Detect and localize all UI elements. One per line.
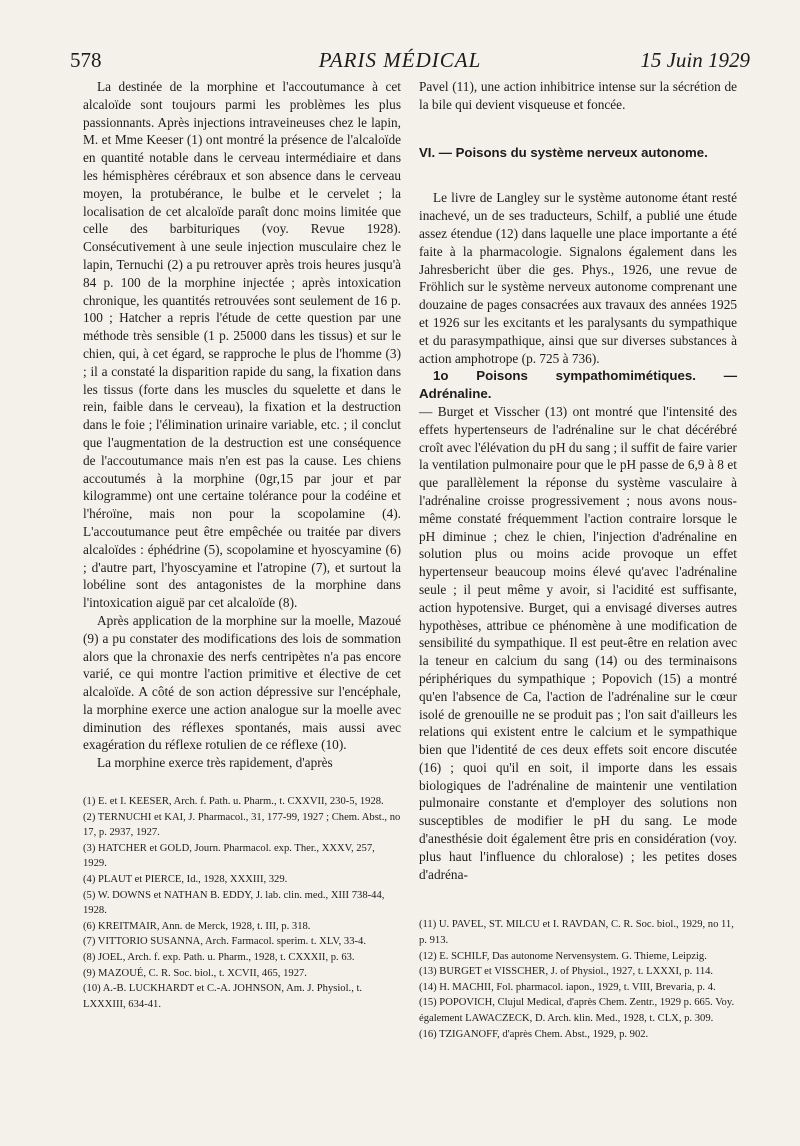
footnote: (11) U. PAVEL, ST. MILCU et I. RAVDAN, C. R. Soc. biol., 1929, no 11, p. 913. [419, 919, 734, 947]
footnotes [419, 917, 737, 1042]
left-column [83, 78, 401, 1012]
body-paragraph: Après application de la morphine sur la moelle, Mazoué (9) a pu constater des modifications des lois de sommation alors que la chronaxie des nerfs centripètes n'a pas encore varié, ce qui montre l'action primitive et élective de cet alcaloïde. A côté de son action dépressive sur l'encéphale, la morphine exerce une action analogue sur la moelle avec diminution des réflexes spontanés, mais aussi avec exagération du réflexe rotulien de ce réflexe (10). [83, 612, 401, 753]
footnote: (1) E. et I. KEESER, Arch. f. Path. u. Pharm., t. CXXVII, 230-5, 1928. [83, 796, 384, 808]
footnote: (14) H. MACHII, Fol. pharmacol. iapon., 1929, t. VIII, Brevaria, p. 4. [419, 981, 716, 993]
footnote: (8) JOEL, Arch. f. exp. Path. u. Pharm., 1928, t. CXXXII, p. 63. [83, 952, 355, 964]
subsection-paragraph [419, 367, 737, 403]
journal-title: PARIS MÉDICAL [318, 48, 482, 72]
footnote: (7) VITTORIO SUSANNA, Arch. Farmacol. sperim. t. XLV, 33-4. [83, 936, 366, 948]
footnote: (15) POPOVICH, Clujul Medical, d'après Chem. Zentr., 1929 p. 665. Voy. également LAWACZECK, D. Arch. klin. Med., 1928, t. CLX, p. 309. [419, 997, 735, 1025]
footnote: (3) HATCHER et GOLD, Journ. Pharmacol. exp. Ther., XXXV, 257, 1929. [83, 842, 375, 870]
footnote: (2) TERNUCHI et KAI, J. Pharmacol., 31, 177-99, 1927 ; Chem. Abst., no 17, p. 2937, 1927. [83, 811, 401, 839]
footnote: (5) W. DOWNS et NATHAN B. EDDY, J. lab. clin. med., XIII 738-44, 1928. [83, 889, 385, 917]
body-paragraph: La destinée de la morphine et l'accoutumance à cet alcaloïde sont toujours parmi les problèmes les plus passionnants. Après injections intraveineuses chez le lapin, M. et Mme Keeser (1) ont montré la présence de l'alcaloïde en quantité notable dans le cerveau intermédiaire et dans les hémisphères cérébraux et son absence dans le cerveau moyen, la protubérance, le bulbe et le cervelet ; la localisation de cet alcaloïde paraît donc moins limitée que celle des barbituriques (voy. Revue 1928). Consécutivement à une seule injection musculaire chez le lapin, Ternuchi (2) a pu retrouver après trois heures jusqu'à 84 p. 100 de la morphine injectée ; après intoxication chronique, les quantités retrouvées sont seulement de 16 p. 100 ; Hatcher a repris l'étude de cette question par une méthode très sensible (1 p. 25000 dans les tissus) et sur le chien, qui, à cet égard, se rapproche le plus de l'homme (3) ; il a constaté la disparition rapide du sang, la fixation dans les tissus (forte dans les muscles du squelette et dans le rein, faible dans le cerveau), la fixation et la destruction dans le foie ; l'élimination urinaire variable, etc. ; il conclut que l'augmentation de la destruction est une conséquence de l'accoutumance mais n'en est pas la cause. Les chiens accoutumés à la morphine (0gr,15 par jour et par kilogramme) ont une certaine tolérance pour la codéine et l'héroïne, mais non pour la scopolamine (4). L'accoutumance peut être empêchée ou traitée par divers alcaloïdes : éphédrine (5), scopolamine et hyoscyamine (6) ; d'autre part, l'hyoscyamine et l'atropine (7), et surtout la lobéline sont des antagonistes de la morphine dans l'intoxication aiguë par cet alcaloïde (8). [83, 79, 401, 611]
footnote: (12) E. SCHILF, Das autonome Nervensystem. G. Thieme, Leipzig. [419, 950, 707, 962]
footnote: (6) KREITMAIR, Ann. de Merck, 1928, t. III, p. 318. [83, 920, 311, 932]
footnote: (4) PLAUT et PIERCE, Id., 1928, XXXIII, 329. [83, 874, 288, 886]
body-paragraph: — Burget et Visscher (13) ont montré que l'intensité des effets hypertenseurs de l'adrénaline sur le chat décérébré croît avec l'élévation du pH du sang ; il suffit de faire varier la ventilation pulmonaire pour que le pH passe de 6,9 à 8 et que parallèlement la réponse du système vasculaire à l'adrénaline croisse progressivement ; nous avons nous-même constaté fréquemment l'action contraire lorsque le pH diminue ; chez le chien, l'injection d'adrénaline en solution plus ou moins acide provoque un effet hypertenseur beaucoup moins élevé qu'avec l'adrénaline seule ; il peut même y avoir, si l'acidité est suffisante, action hypotensive. Burget, qui a envisagé diverses autres hypothèses, attribue ce phénomène à une modification de sensibilité du sympathique. Il est peut-être en relation avec la teneur en calcium du sang (14) ou des terminaisons périphériques du sympathique ; Popovich (15) a montré qu'en l'absence de Ca, l'action de l'adrénaline sur le cœur isolé de grenouille ne se produit pas ; l'on sait d'ailleurs les relations qui existent entre le calcium et le sympathique bien que l'identité de ces deux effets soit encore discutée (16) ; quoi qu'il en soit, il importe dans les essais biologiques de l'adrénaline de maintenir une ventilation pulmonaire constante et d'employer des solutions non susceptibles de modifier le pH du sang. Le mode d'anesthésie doit également être pris en considération (voy. plus haut l'influence du chloralose) ; les petites doses d'adréna- [419, 403, 737, 882]
body-paragraph: Le livre de Langley sur le système autonome étant resté inachevé, un de ses traducteurs, Schilf, a publié une étude assez étendue (12) dans laquelle une place importante a été faite à la pharmacologie. Signalons également dans les Jahresbericht über die ges. Phys., 1926, une revue de Fröhlich sur le système nerveux autonome comprenant une douzaine de pages consacrées aux travaux des années 1925 et 1926 sur les excitants et les paralysants du sympathique et du parasympathique, ainsi que sur diverses substances à action amphotrope (p. 725 à 736). [419, 190, 737, 366]
section-heading: VI. — Poisons du système nerveux autonome. [419, 144, 708, 160]
right-column [419, 78, 737, 1042]
footnote: (16) TZIGANOFF, d'après Chem. Abst., 1929, p. 902. [419, 1028, 649, 1040]
footnote: (13) BURGET et VISSCHER, J. of Physiol., 1927, t. LXXXI, p. 114. [419, 966, 714, 978]
page-number: 578 [70, 48, 102, 72]
footnote: (9) MAZOUÉ, C. R. Soc. biol., t. XCVII, 465, 1927. [83, 967, 307, 979]
body-paragraph: Pavel (11), une action inhibitrice intense sur la sécrétion de la bile qui devient visqueuse et foncée. [419, 79, 737, 112]
body-paragraph: La morphine exerce très rapidement, d'après [97, 755, 333, 771]
footnotes [83, 794, 401, 1012]
footnote: (10) A.-B. LUCKHARDT et C.-A. JOHNSON, Am. J. Physiol., t. LXXXIII, 634-41. [83, 983, 363, 1010]
subsection-heading: 1o Poisons sympathomimétiques. — Adrénaline. [419, 368, 737, 402]
issue-date: 15 Juin 1929 [640, 48, 750, 72]
